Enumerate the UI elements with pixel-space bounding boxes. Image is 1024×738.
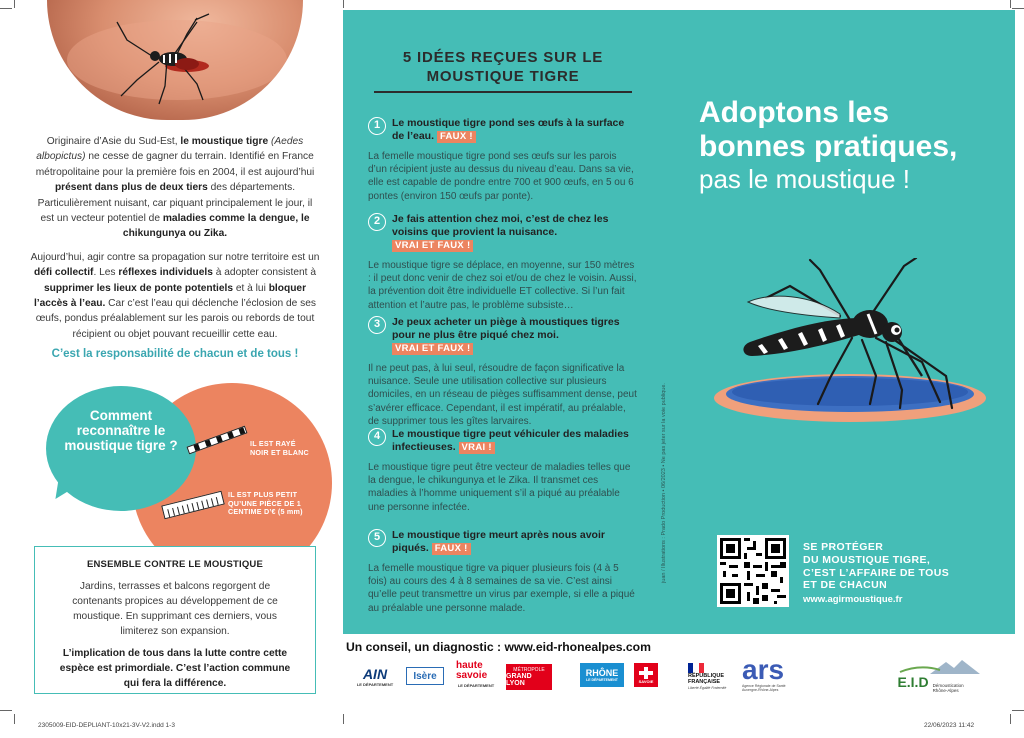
myth-number: 4 [368,428,386,446]
advice-line[interactable]: Un conseil, un diagnostic : www.eid-rhonealpes.com [346,640,651,654]
ensemble-body: Jardins, terrasses et balcons regorgent de contenants propices au développement de ce moustique. En supprimant ces derniers, vous limiterez son expansion. [72,581,278,637]
myth-title: Le moustique tigre meurt après nous avoir piqués. FAUX ! [392,529,605,554]
responsibility-text: C’est la responsabilité de chacun et de tous ! [51,348,299,360]
ensemble-emphasis: L’implication de tous dans la lutte contre cette espèce est primordiale. C’est l’action commune qui fera la différence. [59,648,291,689]
myth-item-3 [368,316,638,428]
intro-paragraph-1: Originaire d’Asie du Sud-Est, le moustique tigre (Aedes albopictus) ne cesse de gagner du terrain. Identifié en France métropolitaine pour la première fois en 2004, il est aujourd’hui présent dans plus de deux tiers des départements. Particulièrement nuisant, car piquant principalement le jour, il est un vecteur potentiel de maladies comme la dengue, le chikungunya ou Zika. [35,136,315,240]
myth-item-1 [368,117,638,203]
myths-title-underline [374,91,632,93]
logo-savoie: SAVOIE [634,663,658,687]
myth-body: Le moustique tigre se déplace, en moyenne, sur 150 mètres : il peut donc venir de chez soi et/ou de chez le voisin. Aussi, la prévention doit être individuelle ET collective. Si l’un fait attention et l’autre pas, le problème subsiste… [368,260,637,311]
qr-code-icon [720,538,786,604]
myth-number: 1 [368,117,386,135]
crop-mark [1010,714,1011,724]
crop-mark [343,0,344,8]
flag-icon [688,663,704,673]
logo-isere: Isère [406,667,444,685]
crop-mark [1012,710,1024,711]
headline-line-3: pas le moustique ! [699,164,911,194]
savoie-cross-icon [639,667,653,679]
logo-ain: AIN LE DÉPARTEMENT [356,665,394,687]
fact-stripes: IL EST RAYÉ NOIR ET BLANC [250,439,309,457]
protect-message: SE PROTÉGER DU MOUSTIQUE TIGRE, C’EST L’AFFAIRE DE TOUS ET DE CHACUN [803,541,950,592]
verdict-tag: FAUX ! [437,131,476,143]
left-panel [0,0,343,710]
mosquito-on-skin-icon [47,0,303,120]
website-link[interactable]: www.agirmoustique.fr [803,594,903,605]
date-slug: 22/06/2023 11:42 [924,722,975,729]
myths-title: 5 IDÉES REÇUES SUR LE MOUSTIQUE TIGRE [402,49,604,85]
qr-code[interactable] [717,535,789,607]
crop-mark [14,714,15,724]
headline-line-2: bonnes pratiques, [699,130,958,163]
fact-size: IL EST PLUS PETIT QU’UNE PIÈCE DE 1 CENTIME D’€ (5 mm) [228,490,303,516]
crop-mark [1012,8,1024,9]
intro-paragraph-2: Aujourd’hui, agir contre sa propagation sur notre territoire est un défi collectif. Les réflexes individuels à adopter consistent à supprimer les lieux de ponte potentiels et à lui bloquer l’accès à l’eau. Car c’est l’eau qui déclenche l’éclosion de ses œufs, pondus préalablement sur les parois ou rebords de tout récipient ou objet pouvant recueillir cette eau. [30,251,320,340]
myth-number: 2 [368,213,386,231]
logo-eid: E.I.D Démoustication Rhône-Alpes [888,658,982,694]
myth-title: Le moustique tigre peut véhiculer des maladies infectieuses. VRAI ! [392,428,629,453]
verdict-tag: VRAI ET FAUX ! [392,240,473,252]
headline-line-1: Adoptons les [699,96,890,129]
file-slug: 2305009-EID-DEPLIANT-10x21-3V-V2.indd 1-3 [38,722,175,729]
ensemble-title: ENSEMBLE CONTRE LE MOUSTIQUE [86,559,264,570]
verdict-tag: VRAI ! [459,442,495,454]
myth-body: La femelle moustique tigre pond ses œufs sur les parois d’un récipient juste au dessus du niveau d’eau. Dans sa vie, elle est capable de pondre entre 700 et 900 œufs, en 5 ou 6 pontes (environ 150 œufs par ponte). [368,151,634,202]
mosquito-dish-illustration [690,258,990,428]
crop-mark [0,710,12,711]
verdict-tag: VRAI ET FAUX ! [392,343,473,355]
logo-haute-savoie: haute savoie LE DÉPARTEMENT [456,660,495,688]
myth-body: La femelle moustique tigre va piquer plusieurs fois (4 à 5 fois) au cours des 4 à 8 semaines de sa vie. C’est ainsi qu’elle peut transmettre un virus par exemple, si elle a piqué au préalable une personne malade. [368,563,635,614]
mosquito-photo [47,0,303,120]
myth-item-4 [368,428,638,514]
crop-mark [343,714,344,724]
bubble-question: Comment reconnaître le moustique tigre ? [64,408,178,453]
logo-republique-francaise: RÉPUBLIQUE FRANÇAISE Liberté Égalité Fraternité [688,656,738,696]
mountain-icon [890,660,980,674]
ensemble-box [34,546,316,694]
intro-text [30,134,320,350]
crop-mark [1010,0,1011,8]
myth-title: Le moustique tigre pond ses œufs à la surface de l’eau. FAUX ! [392,117,625,142]
myth-title: Je fais attention chez moi, c’est de chez les voisins que provient la nuisance. VRAI ET FAUX ! [392,213,609,251]
myth-body: Il ne peut pas, à lui seul, résoudre de façon significative la nuisance. Seule une utilisation collective sur plusieurs domiciles, en un réseau de pièges suffisamment dense, peut s’avérer efficace. Cependant, il est impératif, au préalable, de supprimer tous les gîtes larvaires. [368,363,637,427]
myth-title: Je peux acheter un piège à moustiques tigres pour ne plus être piqué chez moi. VRAI ET FAUX ! [392,316,620,354]
myth-body: Le moustique tigre peut être vecteur de maladies telles que la dengue, le chikungunya et le Zika. Il transmet ces maladies à l’homme uniquement s’il a piqué au préalable une personne infectée. [368,462,631,513]
headline [699,96,999,194]
myth-item-5 [368,529,638,615]
myth-number: 3 [368,316,386,334]
logo-metropole-lyon: MÉTROPOLE GRAND LYON [506,664,552,690]
myth-number: 5 [368,529,386,547]
logo-ars: ars Agence Régionale de Santé Auvergne-Rhône-Alpes [742,654,786,692]
logo-rhone: RHÔNE LE DÉPARTEMENT [580,663,624,687]
print-credits: juan / Illustrations : Prado Production • 06/2023 • Ne pas jeter sur la voie publique. [661,383,667,583]
myth-item-2 [368,213,638,312]
verdict-tag: FAUX ! [432,543,471,555]
